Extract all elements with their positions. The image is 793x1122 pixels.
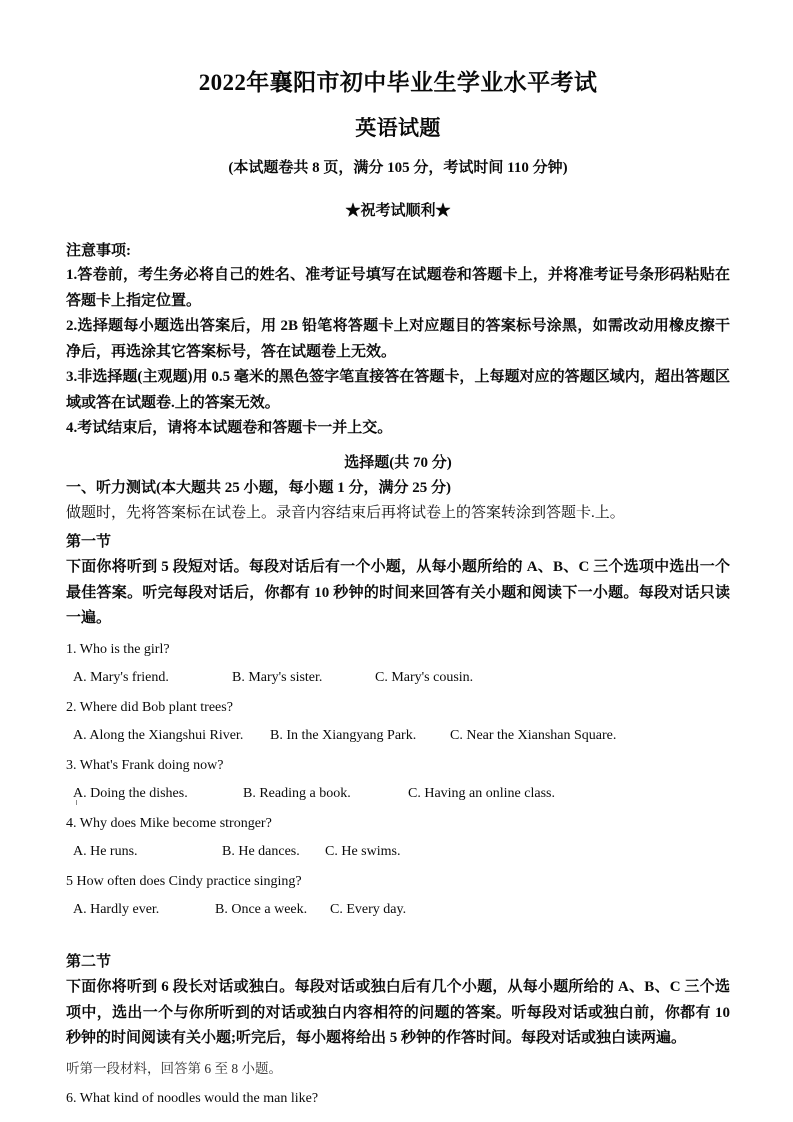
- listening-section-title: 一、听力测试(本大题共 25 小题，每小题 1 分，满分 25 分): [66, 479, 451, 496]
- question-4-text: 4. Why does Mike become stronger?: [66, 815, 272, 831]
- question-5-option-a[interactable]: A. Hardly ever.: [73, 901, 160, 917]
- page-content: [66, 0, 730, 1111]
- question-5-option-c[interactable]: C. Every day.: [330, 901, 407, 917]
- question-1-text: 1. Who is the girl?: [66, 641, 170, 657]
- notice-item-2: 2.选择题每小题选出答案后，用 2B 铅笔将答题卡上对应题目的答案标号涂黑，如需改动用橡皮擦干净后，再选涂其它答案标号，答在试题卷上无效。: [66, 318, 730, 360]
- question-3-option-b[interactable]: B. Reading a book.: [243, 785, 351, 801]
- listening-section-note: 做题时，先将答案标在试卷上。录音内容结束后再将试卷上的答案转涂到答题卡.上。: [66, 505, 625, 521]
- question-2-text: 2. Where did Bob plant trees?: [66, 699, 233, 715]
- question-5-option-b[interactable]: B. Once a week.: [215, 901, 308, 917]
- question-1-option-c[interactable]: C. Mary's cousin.: [375, 669, 474, 685]
- choice-part-heading: 选择题(共 70 分): [344, 454, 452, 471]
- notice-item-4: 4.考试结束后，请将本试题卷和答题卡一并上交。: [66, 420, 393, 436]
- exam-meta-line: (本试题卷共 8 页，满分 105 分，考试时间 110 分钟): [228, 160, 568, 176]
- question-3-option-a[interactable]: A. Doing the dishes.: [73, 785, 188, 801]
- question-1-option-a[interactable]: A. Mary's friend.: [73, 669, 169, 685]
- subsection-two-directions: 下面你将听到 6 段长对话或独白。每段对话或独白后有几个小题，从每小题所给的 A、B、C 三个选项中，选出一个与你所听到的对话或独白内容相符的问题的答案。听每段对话或独白前，你都有 10 秒钟的时间阅读有关小题;听完后，每小题将给出 5 秒钟的作答时间。每段对话或独白读两遍。: [66, 979, 730, 1046]
- question-5-text: 5 How often does Cindy practice singing?: [66, 873, 302, 889]
- notice-item-3: 3.非选择题(主观题)用 0.5 毫米的黑色签字笔直接答在答题卡，上每题对应的答题区域内，超出答题区域或答在试题卷.上的答案无效。: [66, 369, 730, 411]
- good-luck-line: ★祝考试顺利★: [345, 203, 451, 219]
- question-2-option-b[interactable]: B. In the Xiangyang Park.: [270, 727, 417, 743]
- page-title: 2022年襄阳市初中毕业生学业水平考试: [198, 70, 598, 95]
- material-one-note: 听第一段材料，回答第 6 至 8 小题。: [66, 1060, 282, 1076]
- subsection-two-label: 第二节: [66, 953, 112, 970]
- subject-title: 英语试题: [355, 116, 441, 140]
- question-4-option-c[interactable]: C. He swims.: [325, 843, 401, 859]
- scan-artifact-mark: [76, 800, 77, 805]
- question-1-option-b[interactable]: B. Mary's sister.: [232, 669, 323, 685]
- question-5-options: [66, 894, 730, 947]
- question-3-options: [66, 778, 730, 806]
- notice-item-1: 1.答卷前，考生务必将自己的姓名、准考证号填写在试题卷和答题卡上，并将准考证号条形码粘贴在答题卡上指定位置。: [66, 267, 730, 309]
- question-4-options: [66, 836, 730, 864]
- notice-heading: 注意事项:: [66, 243, 131, 259]
- question-2-option-c[interactable]: C. Near the Xianshan Square.: [450, 727, 617, 743]
- question-3-text: 3. What's Frank doing now?: [66, 757, 224, 773]
- question-2-option-a[interactable]: A. Along the Xiangshui River.: [73, 727, 244, 743]
- question-4-option-a[interactable]: A. He runs.: [73, 843, 138, 859]
- question-6-text: 6. What kind of noodles would the man like?: [66, 1090, 319, 1106]
- question-1-options: [66, 662, 730, 690]
- question-2-options: [66, 720, 730, 748]
- subsection-one-label: 第一节: [66, 533, 112, 550]
- subsection-one-directions: 下面你将听到 5 段短对话。每段对话后有一个小题，从每小题所给的 A、B、C 三个选项中选出一个最佳答案。听完每段对话后，你都有 10 秒钟的时间来回答有关小题和阅读下一小题。每段对话只读一遍。: [66, 559, 730, 626]
- question-4-option-b[interactable]: B. He dances.: [222, 843, 300, 859]
- question-3-option-c[interactable]: C. Having an online class.: [408, 785, 555, 801]
